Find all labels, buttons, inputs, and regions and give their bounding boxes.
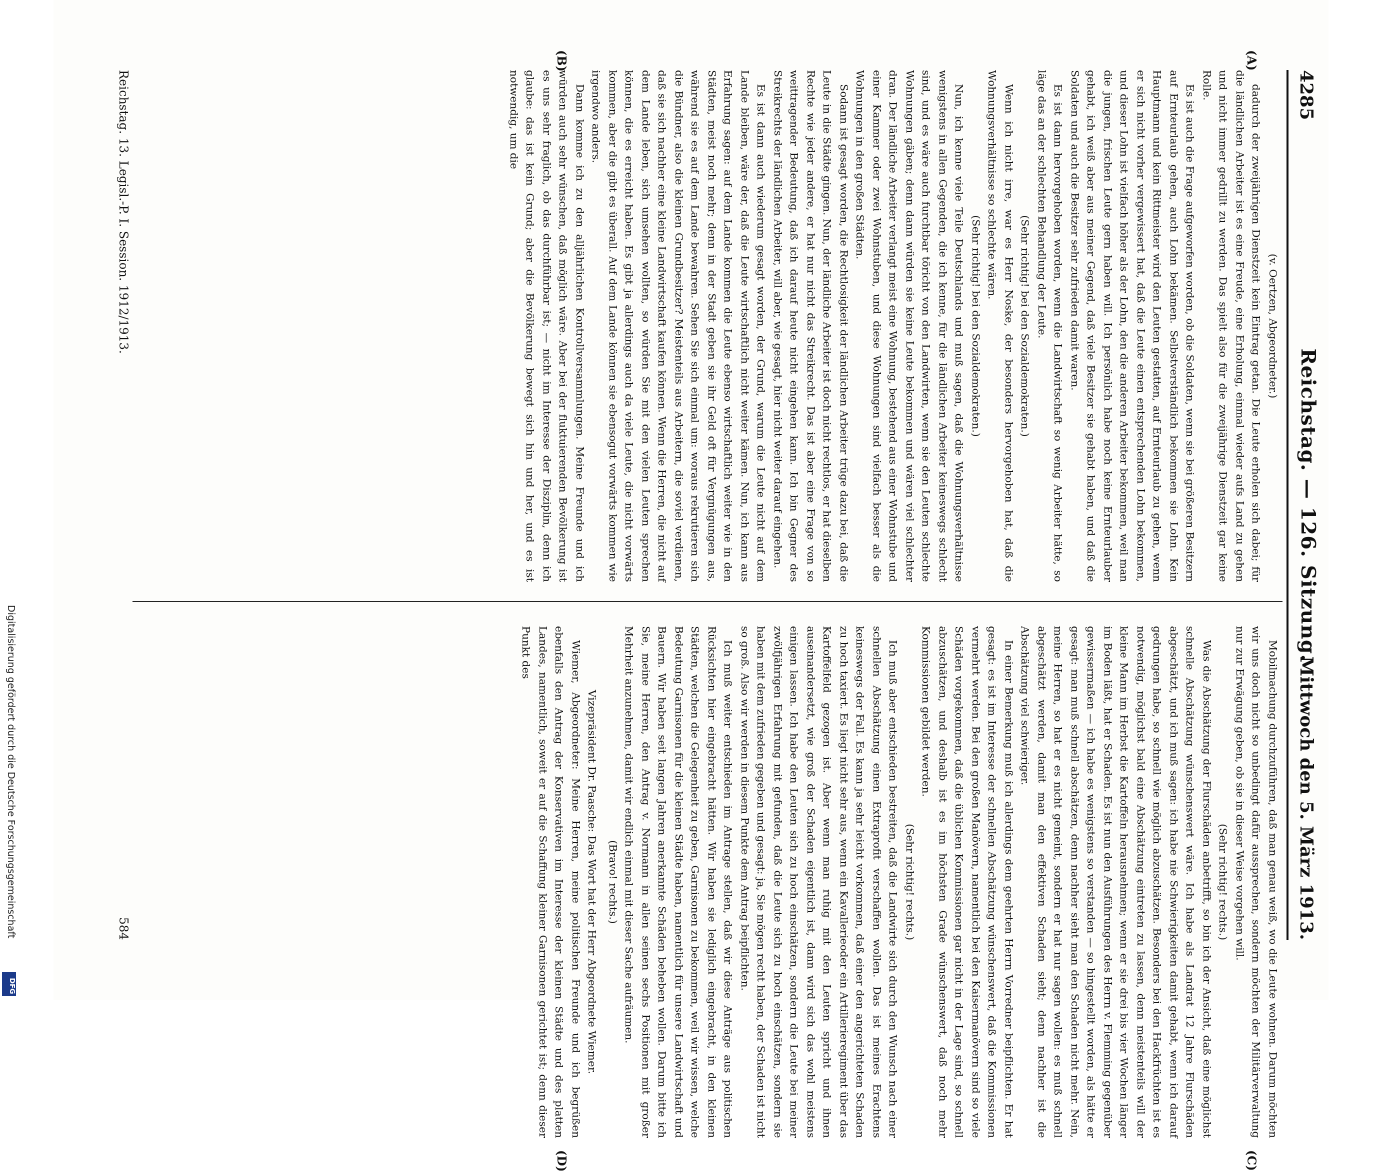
margin-marker-c: (C) (1244, 1150, 1259, 1171)
digitization-credit (2, 605, 16, 995)
paragraph: Sodann ist gesagt worden, die Rechtlosigkeit der ländlichen Arbeiter trüge dazu bei, daß die Leute in die Städte gingen. Nun, der ländliche Arbeiter ist doch nicht rechtlos, er hat dieselben Rechte wie jeder andere, er hat nur nicht das Streikrecht. Das ist aber eine Frage von so weittragender Bedeutung, daß ich darauf heute nicht eingehen kann. Ich bin Gegner des Streikrechts der ländlichen Arbeiter, will aber, wie gesagt, hier nicht weiter darauf eingehen. (771, 70, 850, 582)
paragraph: Es ist dann hervorgehoben worden, wenn die Landwirtschaft so wenig Arbeiter hätte, so läge das an der schlechten Behandlung der Leute. (1035, 70, 1064, 582)
session-date: Mittwoch den 5. März 1913. (1295, 656, 1317, 940)
paragraph: Nun, ich kenne viele Teile Deutschlands und muß sagen, daß die Wohnungsverhältnisse wenigstens in allen Gegenden, die ich kenne, für die ländlichen Arbeiter keineswegs schlecht sind, und es wäre auch furchtbar töricht von den Landwirten, wenn sie den Leuten schlechte Wohnungen gäben; denn dann würden sie keine Leute bekommen und wären viel schlechter dran. Der ländliche Arbeiter verlangt meist eine Wohnung, bestehend aus einer Wohnstube und einer Kammer oder zwei Wohnstuben, und diese Wohnungen sind vielfach besser als die Wohnungen in den großen Städten. (854, 70, 965, 582)
margin-marker-d: (D) (554, 1150, 569, 1172)
paragraph: (Sehr richtig! bei den Sozialdemokraten.) (969, 215, 982, 437)
digitization-credit-text: Digitalisierung gefördert durch die Deutsche Forschungsgemeinschaft (5, 605, 16, 939)
footer-reference: Reichstag. 13. Legisl.-P. I. Session. 1912/1913. (116, 70, 131, 354)
paragraph: Ich muß weiter entschieden im Antrage stellen, daß wir diese Anträge aus politischen Rücksichten hier eingebracht hätten. Wir haben sie lediglich eingebracht, in den kleinen Städten, welchen die Gelegenheit zu geben, Garnisonen zu bekommen, weil wir wissen, welche Bedeutung Garnisonen für die kleinen Städte haben, namentlich für unsere Landwirtschaft und Bauern. Wir haben seit langen Jahren anerkannte Schäden beheben wollen. Darum bitte ich Sie, meine Herren, den Antrag v. Normann in allen seinen sechs Positionen mit großer Mehrheit anzunehmen, damit wir endlich einmal mit dieser Sache aufräumen. (623, 626, 734, 1138)
paragraph: (Sehr richtig! bei den Sozialdemokraten.) (1019, 215, 1031, 437)
paragraph: (Bravo! rechts.) (606, 840, 619, 924)
paragraph: Was die Abschätzung der Flurschäden anbetrifft, so bin ich der Ansicht, daß eine möglichst schnelle Abschätzung wünschenswert wäre. Ich habe als Landrat 12 Jahre Flurschäden abgeschätzt, und ich muß sagen: ich habe nie Schwierigkeiten damit gehabt, wenn ich darauf gedrungen habe, so schnell wie möglich abzuschätzen. Besonders bei den Hackfrüchten ist es notwendig, möglichst bald eine Abschätzung eintreten zu lassen, denn meistenteils will der kleine Mann im Herbst die Kartoffeln herausnehmen; wenn er sie drei bis vier Wochen länger im Boden läßt, hat er Schaden. Es ist nun den Ausführungen des Herrn v. Flemming gegenüber gewissermaßen — ich habe es wenigstens so verstanden — so hingestellt worden, als hätte er gesagt: man muß schnell abschätzen, denn nachher sieht man den Schaden nicht mehr. Nein, meine Herren, so hat er es nicht gemeint, sondern er hat nur sagen wollen: es muß schnell abgeschätzt werden, damit man den effektiven Schaden sieht; denn nachher ist die Abschätzung viel schwieriger. (1019, 626, 1213, 1138)
page-header (1291, 70, 1321, 940)
margin-marker-b: (B) (554, 50, 569, 72)
margin-marker-a: (A) (1244, 50, 1259, 71)
paragraph: Mobilmachung durchzuführen, daß man genau weiß, wo die Leute wohnen. Darum möchten wir uns doch nicht so unbedingt dafür aussprechen, sondern möchten der Militärverwaltung nur zur Erwägung geben, ob sie in dieser Weise vorgehen will. (1233, 626, 1279, 1138)
paragraph: (Sehr richtig! rechts.) (1217, 823, 1229, 941)
page-number: 4285 (1295, 70, 1317, 121)
paragraph: Vizepräsident Dr. Paasche: Das Wort hat der Herr Abgeordnete Wiemer. (586, 689, 598, 1075)
paragraph: Es ist dann auch wiederum gesagt worden, der Grund, warum die Leute nicht auf dem Lande bleiben, wäre der, daß die Leute wirtschaftlich nicht weiter kämen. Nun, ich kann aus Erfahrung sagen: auf dem Lande kommen die Leute ebenso wirtschaftlich weiter wie in den Städten, meist noch mehr; denn in der Stadt geben sie ihr Geld oft für Vergnügungen aus, während sie es auf dem Lande bewahren. Sehen Sie sich einmal um: woraus rekrutieren sich die Bündner, also die kleinen Grundbesitzer? Meistenteils aus Arbeitern, die soviel verdienen, daß sie sich nachher eine kleine Landwirtschaft kaufen können. Wenn die Herren, die nicht auf dem Lande leben, sich umsehen wollten, so würden Sie mit den vielen Leuten sprechen können, die es erreicht haben. Es gibt ja allerdings auch da viele Leute, die nicht vorwärts kommen, aber die gibt es überall. Auf dem Lande können sie ebensogut vorwärts kommen wie irgendwo anders. (590, 70, 767, 582)
left-text-column (141, 70, 1281, 582)
right-text-column (141, 626, 1281, 1138)
column-divider (133, 601, 1283, 602)
header-rule (1287, 70, 1289, 940)
rotated-sheet (54, 0, 1329, 1172)
paragraph: Wiemer, Abgeordneter: Meine Herren, meine politischen Freunde und ich begrüßen ebenfalls den Antrag der Konservativen im Interesse der kleinen Städte und des platten Landes, namentlich, soweit er auf die Schaffung kleiner Garnisonen gerichtet ist; denn dieser Punkt des (520, 626, 582, 1138)
dfg-logo-text: DFG (8, 977, 16, 995)
paragraph: (v. Oertzen, Abgeordneter.) (1266, 253, 1279, 399)
dfg-logo (2, 972, 16, 996)
footer-page-number: 584 (116, 917, 131, 940)
paragraph: In einer Bemerkung muß ich allerdings dem geehrten Herrn Vorredner beipflichten. Er hat gesagt: es ist im Interesse der schnellen Abschätzung wünschenswert, daß die Kommissionen vermehrt werden. Bei den großen Manövern, namentlich bei den Kaisermanövern sind so viele Schäden vorgekommen, daß die üblichen Kommissionen gar nicht in der Lage sind, so schnell abzuschätzen, und deshalb ist es im höchsten Grade wünschenswert, daß noch mehr Kommissionen gebildet werden. (920, 626, 1015, 1138)
paragraph: Dann komme ich zu den alljährlichen Kontrollversammlungen. Meine Freunde und ich würden auch sehr wünschen, daß möglich wäre. Aber bei der fluktuierenden Bevölkerung ist es uns sehr fraglich, ob das durchführbar ist; — nicht im Interesse der Disziplin, denn ich glaube: das ist kein Grund; aber die Bevölkerung bewegt sich hin und her, und es ist notwendig, um die (507, 70, 586, 582)
paragraph: dadurch der zweijährigen Dienstzeit kein Eintrag getan. Die Leute erholen sich dabei; für die ländlichen Arbeiter ist es eine Freude, eine Erholung, einmal wieder aufs Land zu gehen und nicht immer gedrillt zu werden. Das spielt also für die zweijährige Dienstzeit gar keine Rolle. (1200, 70, 1262, 582)
paragraph: Wenn ich nicht irre, war es Herr Noske, der besonders hervorgehoben hat, daß die Wohnungsverhältnisse so schlechte wären. (986, 70, 1015, 582)
paragraph: Es ist auch die Frage aufgeworfen worden, ob die Soldaten, wenn sie bei größeren Besitzern auf Ernteurlaub gehen, auch Lohn bekämen. Selbstverständlich bekommen sie Lohn. Kein Hauptmann und kein Rittmeister wird den Leuten gestatten, auf Ernteurlaub zu gehen, wenn er sich nicht vorher vergewissert hat, daß die Leute einen entsprechenden Lohn bekommen, und dieser Lohn ist vielfach höher als der Lohn, den die anderen Arbeiter bekommen, weil man die jungen, frischen Leute gern haben will. Ich persönlich habe noch keine Ernteurlauber gehabt, ich weiß aber aus meiner Gegend, daß viele Besitzer sie gehabt haben, und daß die Soldaten und auch die Besitzer sehr zufrieden damit waren. (1068, 70, 1196, 582)
session-title: Reichstag. — 126. Sitzung. (1296, 348, 1321, 662)
paragraph: (Sehr richtig! rechts.) (903, 823, 916, 941)
paragraph: Ich muß aber entschieden bestreiten, daß die Landwirte sich durch den Wunsch nach einer schnellen Abschätzung einen Extraprofit verschaffen wollen. Das ist meines Erachtens keineswegs der Fall. Es kann ja sehr leicht vorkommen, daß einer den angerichteten Schaden zu hoch taxiert. Es liegt nicht sehr aus, wenn ein Kavallerieoder ein Artillerieregiment über das Kartoffelfeld gezogen ist. Aber wenn man ruhig mit den Leuten spricht und ihnen auseinandersetzt, wie groß der Schaden eigentlich ist, dann wird sich das wohl meistens einigen lassen. Ich habe den Leuten sich zu hoch einschätzen, sondern die Leute bei meiner zwölfjährigen Erfahrung mit gefunden, daß die Leute sich zu hoch einschätzen, sondern sie haben mit dem zufrieden gegeben und gesagt: ja, Sie mögen recht haben, der Schaden ist nicht so groß. Also wir werden in diesem Punkte dem Antrag beipflichten. (738, 626, 899, 1139)
